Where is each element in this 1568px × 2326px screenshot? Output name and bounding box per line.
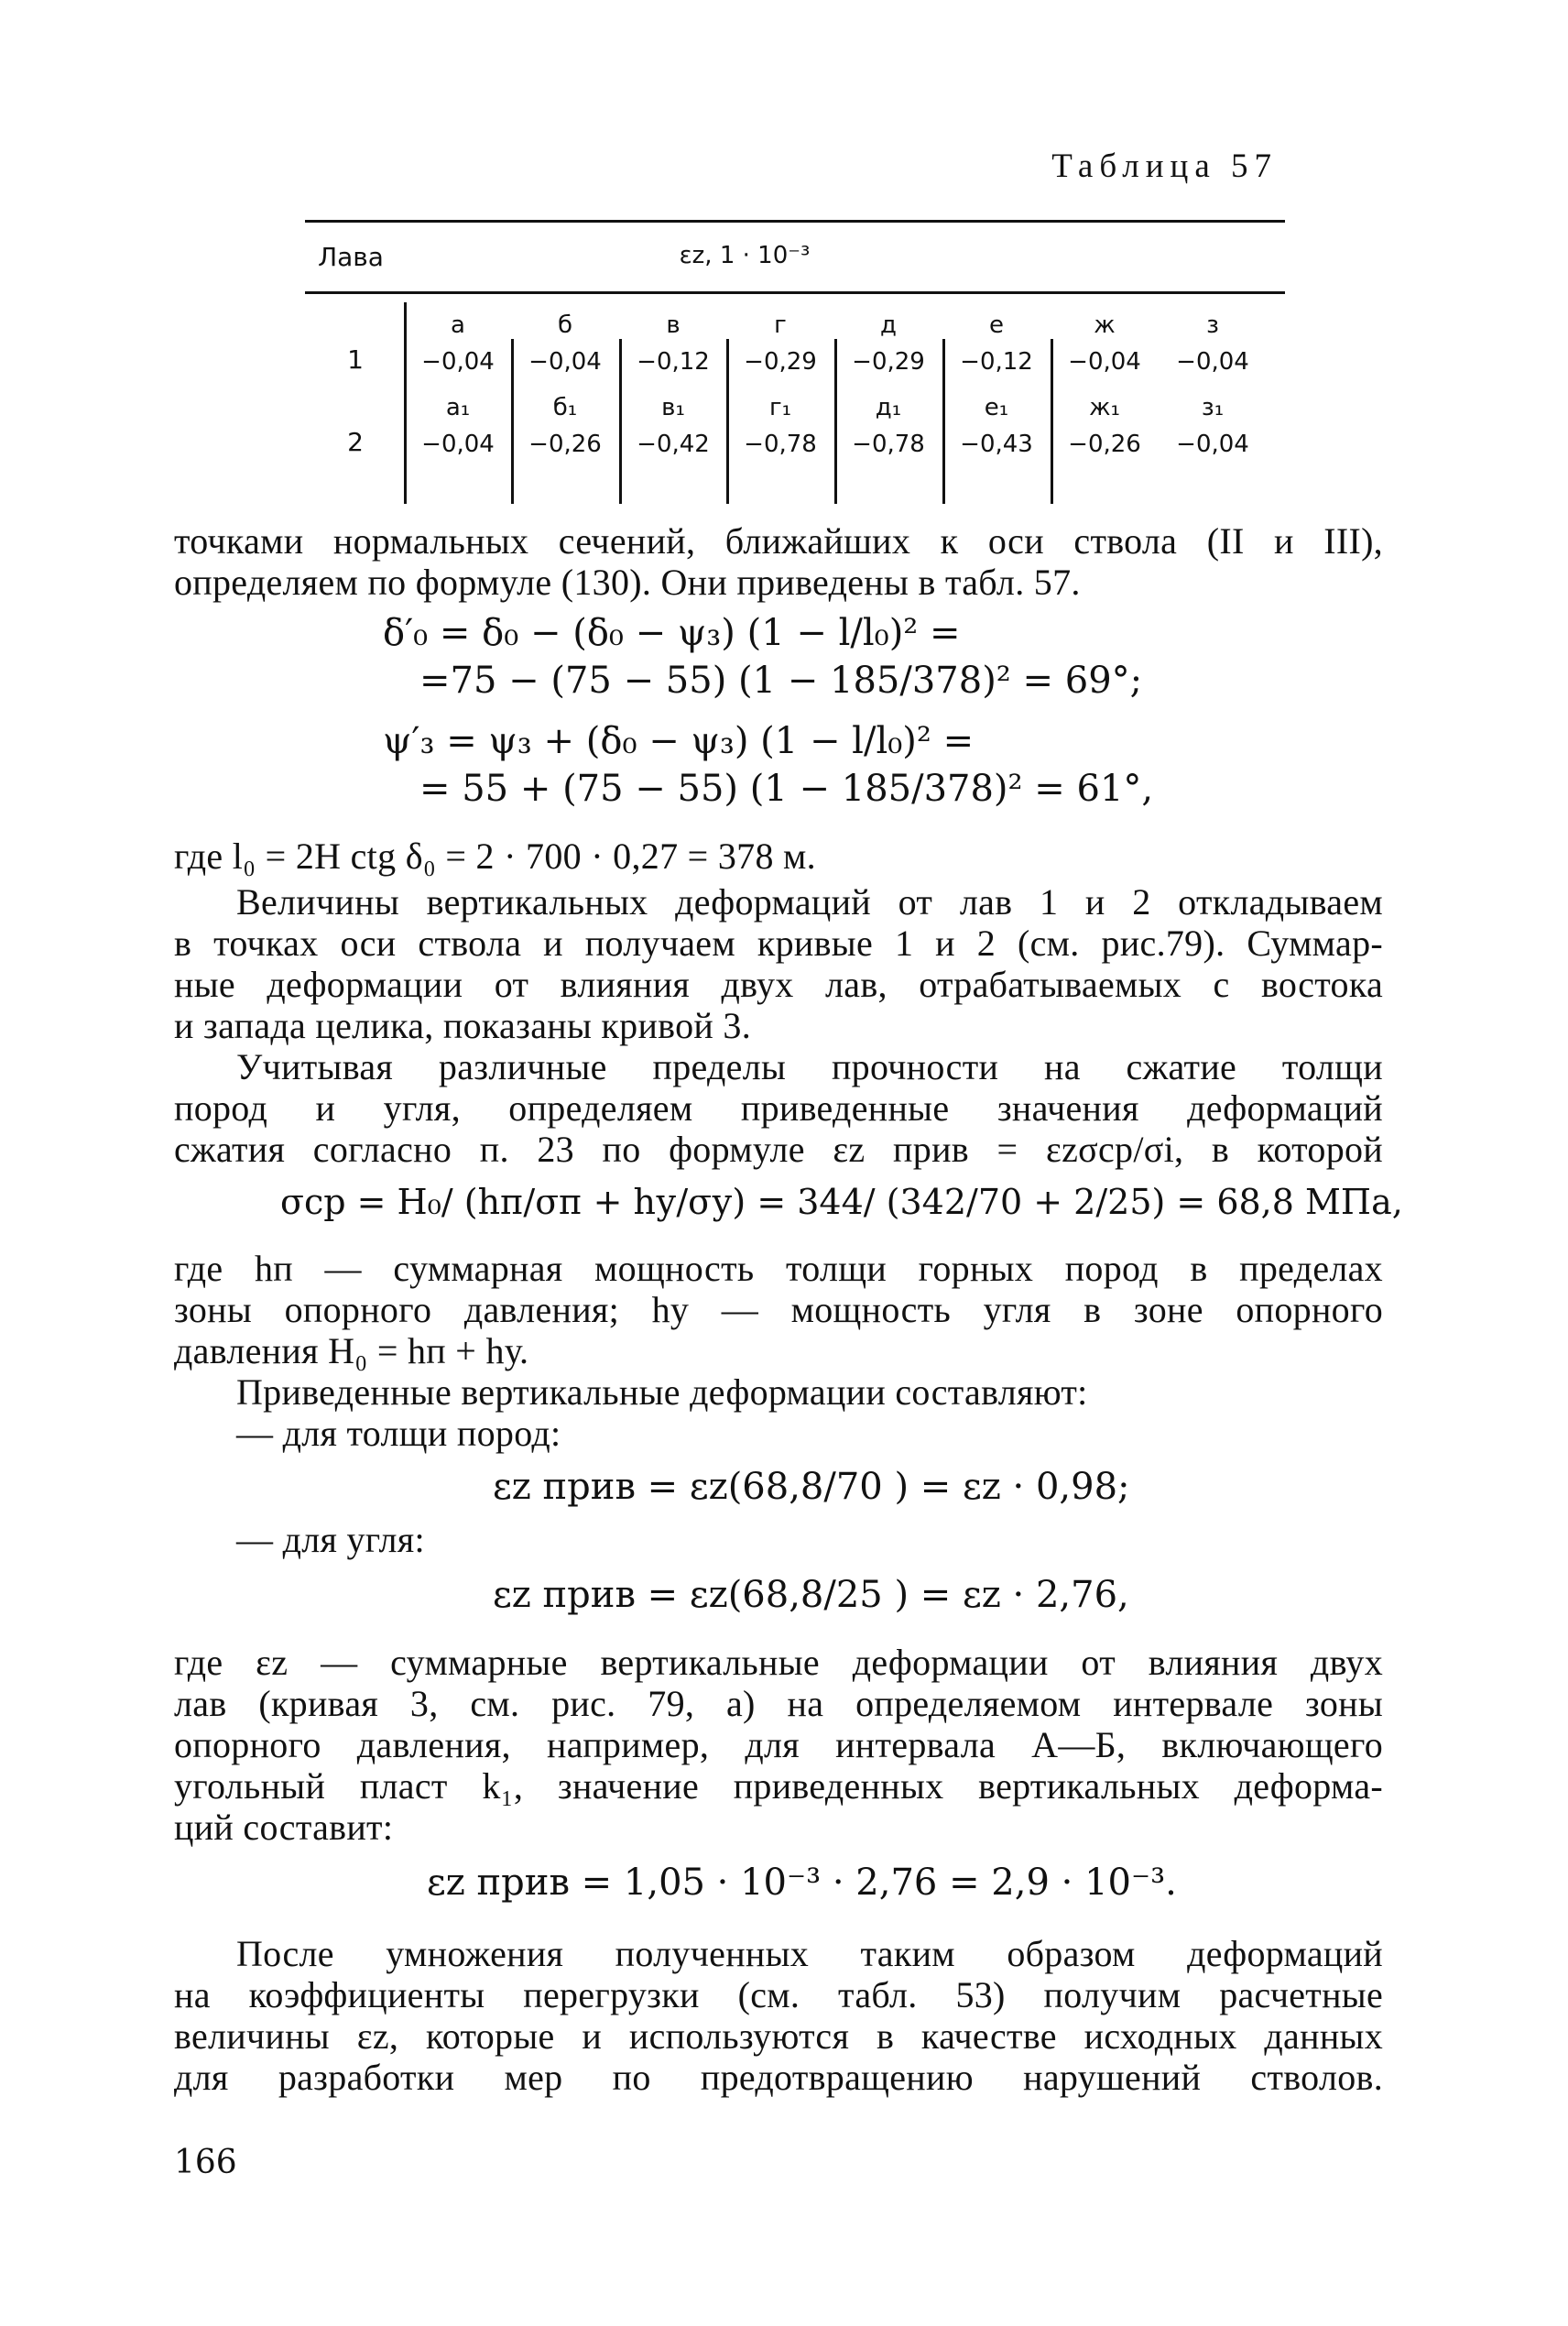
table-column-divider — [942, 339, 945, 504]
formula-delta-line-1: δ′₀ = δ₀ − (δ₀ − ψ₃) (1 − l/l₀)² = — [383, 612, 961, 654]
paragraph-reduced-intro: Приведенные вертикальные деформации составляют: — [236, 1371, 1088, 1413]
table-value: −0,04 — [1176, 348, 1249, 376]
paragraph-curves-line-3: ные деформации от влияния двух лав, отрабатываемых с востока — [174, 964, 1383, 1005]
table-letter: б₁ — [552, 394, 578, 421]
paragraph-conclusion-line-2: на коэффициенты перегрузки (см. табл. 53) получим расчетные — [174, 1974, 1383, 2015]
paragraph-thickness-line-2: зоны опорного давления; hу — мощность угля в зоне опорного — [174, 1289, 1383, 1330]
table-value: −0,12 — [637, 348, 710, 376]
paragraph-total-line-3: опорного давления, например, для интервала А—Б, включающего — [174, 1724, 1383, 1765]
paragraph-strength-line-2: пород и угля, определяем приведенные значения деформаций — [174, 1087, 1383, 1129]
table-value: −0,78 — [852, 431, 925, 458]
formula-final: εz прив = 1,05 · 10⁻³ · 2,76 = 2,9 · 10⁻³. — [427, 1862, 1177, 1904]
table-letter: г — [774, 311, 787, 339]
paragraph-conclusion-line-1: После умножения полученных таким образом деформаций — [236, 1933, 1383, 1974]
table-value: −0,04 — [1176, 431, 1249, 458]
paragraph-total-line-5: ций составит: — [174, 1807, 394, 1848]
table-letter: ж — [1094, 311, 1116, 339]
table-letter: е — [989, 311, 1004, 339]
formula-psi-line-1: ψ′₃ = ψ₃ + (δ₀ − ψ₃) (1 − l/l₀)² = — [383, 720, 975, 762]
table-value: −0,04 — [421, 431, 495, 458]
table-value: −0,78 — [744, 431, 817, 458]
paragraph-intro-line-1: точками нормальных сечений, ближайших к оси ствола (II и III), — [174, 520, 1383, 562]
list-item-rock: — для толщи пород: — [236, 1413, 561, 1454]
table-column-divider — [726, 339, 729, 504]
formula-delta-line-2: =75 − (75 − 55) (1 − 185/378)² = 69°; — [419, 660, 1143, 702]
paragraph-curves-line-4: и запада целика, показаны кривой 3. — [174, 1005, 751, 1046]
table-value: −0,04 — [1068, 348, 1141, 376]
table-letter: е₁ — [984, 394, 1009, 421]
paragraph-total-line-1: где εz — суммарные вертикальные деформации от влияния двух — [174, 1642, 1383, 1683]
lava-2: 2 — [347, 427, 364, 457]
table-column-divider — [1051, 339, 1053, 504]
formula-psi-line-2: = 55 + (75 − 55) (1 − 185/378)² = 61°, — [419, 768, 1154, 810]
table-header-rule — [305, 291, 1285, 294]
table-column-divider — [834, 339, 837, 504]
table-caption: Таблица 57 — [1051, 147, 1278, 185]
table-column-divider — [619, 339, 622, 504]
table-letter: з — [1206, 311, 1219, 339]
header-ez: εz, 1 · 10⁻³ — [679, 242, 811, 269]
list-item-coal: — для угля: — [236, 1519, 425, 1560]
table-value: −0,29 — [852, 348, 925, 376]
table-letter: в₁ — [661, 394, 685, 421]
table-letter: д — [880, 311, 897, 339]
table-value: −0,04 — [421, 348, 495, 376]
paragraph-strength-line-1: Учитывая различные пределы прочности на сжатие толщи — [236, 1046, 1383, 1087]
paragraph-total-line-2: лав (кривая 3, см. рис. 79, а) на определяемом интервале зоны — [174, 1683, 1383, 1724]
where-l0: где l₀ = 2H ctg δ₀ = 2 · 700 · 0,27 = 378 м. — [174, 835, 816, 877]
paragraph-intro-line-2: определяем по формуле (130). Они приведены в табл. 57. — [174, 562, 1081, 603]
table-value: −0,43 — [960, 431, 1033, 458]
paragraph-thickness-line-1: где hп — суммарная мощность толщи горных пород в пределах — [174, 1248, 1383, 1289]
paragraph-thickness-line-3: давления H₀ = hп + hу. — [174, 1330, 529, 1371]
paragraph-conclusion-line-4: для разработки мер по предотвращению нарушений стволов. — [174, 2057, 1383, 2098]
table-letter: ж₁ — [1089, 394, 1120, 421]
table-value: −0,12 — [960, 348, 1033, 376]
paragraph-curves-line-1: Величины вертикальных деформаций от лав 1 и 2 откладываем — [236, 881, 1383, 923]
table-value: −0,26 — [528, 431, 602, 458]
formula-rock: εz прив = εz(68,8/70 ) = εz · 0,98; — [493, 1466, 1130, 1508]
formula-coal: εz прив = εz(68,8/25 ) = εz · 2,76, — [493, 1574, 1129, 1616]
table-value: −0,29 — [744, 348, 817, 376]
page-number: 166 — [174, 2144, 237, 2181]
formula-sigma-avg: σср = H₀/ (hп/σп + hу/σу) = 344/ (342/70 + 2/25) = 68,8 МПа, — [280, 1182, 1403, 1222]
table-letter: в — [666, 311, 681, 339]
table-letter: а₁ — [445, 394, 471, 421]
paragraph-curves-line-2: в точках оси ствола и получаем кривые 1 и 2 (см. рис.79). Суммар- — [174, 923, 1383, 964]
table-letter: г₁ — [768, 394, 792, 421]
paragraph-strength-line-3: сжатия согласно п. 23 по формуле εz прив = εzσср/σi, в которой — [174, 1129, 1383, 1170]
table-column-divider — [511, 339, 514, 504]
table-letter: д₁ — [875, 394, 902, 421]
data-table — [305, 220, 1285, 504]
paragraph-total-line-4: угольный пласт k₁, значение приведенных вертикальных деформа- — [174, 1765, 1383, 1807]
table-top-rule — [305, 220, 1285, 223]
paragraph-conclusion-line-3: величины εz, которые и используются в качестве исходных данных — [174, 2015, 1383, 2057]
header-lava: Лава — [318, 242, 384, 272]
table-letter: з₁ — [1201, 394, 1225, 421]
table-column-divider — [404, 302, 407, 504]
table-value: −0,04 — [528, 348, 602, 376]
table-letter: б — [557, 311, 573, 339]
table-letter: а — [451, 311, 465, 339]
lava-1: 1 — [347, 344, 364, 375]
table-value: −0,42 — [637, 431, 710, 458]
table-value: −0,26 — [1068, 431, 1141, 458]
